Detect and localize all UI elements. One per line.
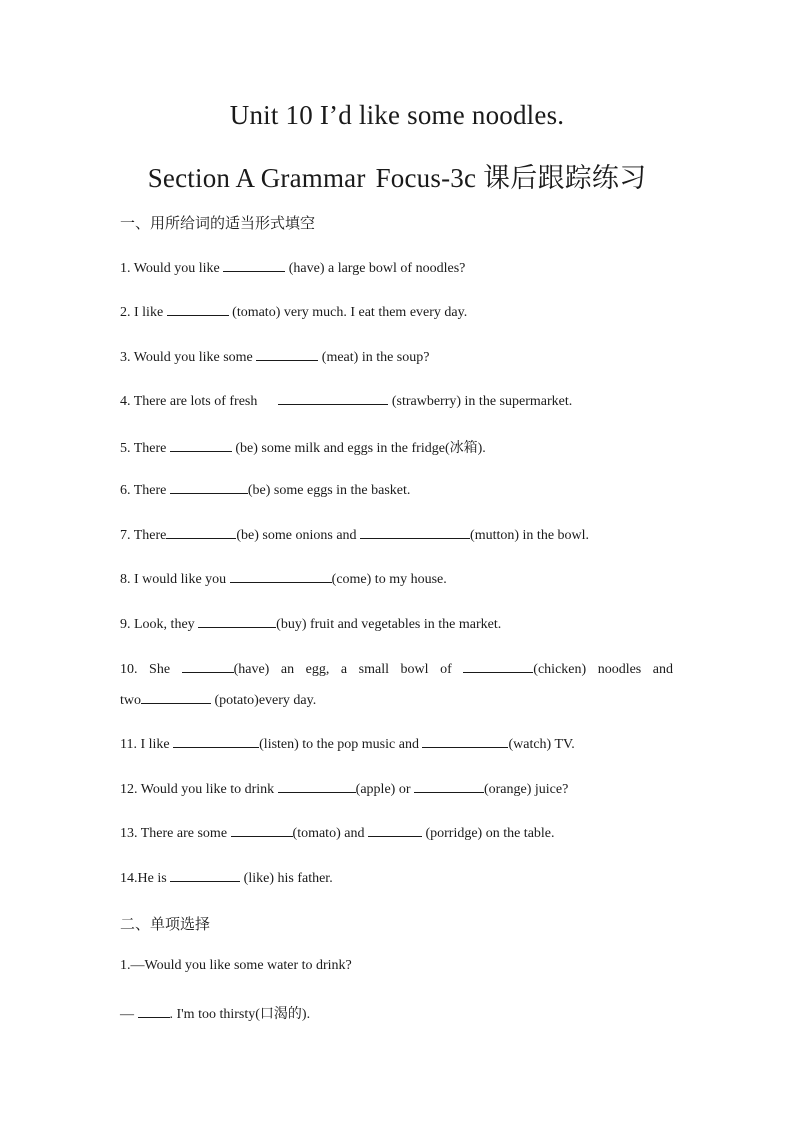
question-4-text-b: (strawberry) in the supermarket. [391, 394, 573, 409]
question-11 [120, 735, 575, 753]
question-10-line1 [120, 660, 673, 678]
question-3-text-b: (meat) in the soup? [321, 350, 430, 365]
question-7-text-a: 7. There [120, 528, 167, 543]
question-3 [120, 348, 429, 366]
question-4-text-a: 4. There are lots of fresh [120, 394, 258, 409]
question-8-text-a: 8. I would like you [120, 572, 227, 587]
question-2-text-b: (tomato) very much. I eat them every day. [232, 305, 468, 320]
section1-heading: 一、用所给词的适当形式填空 [120, 214, 316, 232]
answer-blank[interactable] [231, 824, 293, 837]
question-14 [120, 869, 333, 887]
question-9 [120, 615, 501, 633]
question-10-line2 [120, 691, 316, 709]
answer-blank[interactable] [223, 259, 285, 272]
answer-blank[interactable] [170, 439, 232, 452]
question-10-text-e: (potato)every day. [214, 693, 317, 708]
title-section-part2: Focus-3c 课后跟踪练习 [375, 163, 647, 193]
question-5 [120, 437, 486, 457]
answer-blank[interactable] [198, 615, 276, 628]
question-1 [120, 259, 465, 277]
question-12-text-a: 12. Would you like to drink [120, 782, 275, 797]
question-5-text-a: 5. There [120, 441, 167, 456]
answer-blank[interactable] [138, 1005, 170, 1018]
answer-blank[interactable] [167, 303, 229, 316]
question-11-text-c: (watch) TV. [508, 737, 575, 752]
question-5-gloss: 冰箱 [449, 440, 478, 456]
answer-blank[interactable] [414, 780, 484, 793]
question-11-text-a: 11. I like [120, 737, 170, 752]
question-1-text-a: 1. Would you like [120, 261, 220, 276]
question-11-text-b: (listen) to the pop music and [259, 737, 419, 752]
answer-blank[interactable] [360, 526, 470, 539]
mc-question-1: 1.—Would you like some water to drink? [120, 958, 352, 973]
mc-answer-1-gloss: 口渴的 [259, 1006, 302, 1022]
question-10-text-d: two [120, 693, 141, 708]
question-6-text-a: 6. There [120, 483, 167, 498]
mc-answer-1-text-b: . I'm too thirsty( [169, 1007, 260, 1022]
question-5-text-d: ). [477, 441, 486, 456]
question-6 [120, 481, 410, 499]
question-3-text-a: 3. Would you like some [120, 350, 253, 365]
question-12-text-b: (apple) or [355, 782, 411, 797]
question-2-text-a: 2. I like [120, 305, 164, 320]
question-13-text-c: (porridge) on the table. [425, 826, 555, 841]
title-unit: Unit 10 I’d like some noodles. [229, 100, 565, 130]
mc-answer-1 [120, 1003, 310, 1023]
answer-blank[interactable] [463, 660, 533, 673]
question-14-text-a: 14.He is [120, 871, 167, 886]
answer-blank[interactable] [170, 869, 240, 882]
title-section-part1: Section A Grammar [147, 163, 366, 193]
question-10-text-b: (have) an egg, a small bowl of [233, 662, 452, 677]
question-10-text-c: (chicken) noodles and [533, 662, 674, 677]
question-12 [120, 780, 568, 798]
question-8-text-b: (come) to my house. [331, 572, 447, 587]
question-8 [120, 570, 447, 588]
question-2 [120, 303, 467, 321]
answer-blank[interactable] [173, 735, 259, 748]
mc-answer-1-dash: — [120, 1007, 134, 1022]
question-12-text-c: (orange) juice? [483, 782, 569, 797]
question-10-text-a: 10. She [120, 662, 171, 677]
question-7-text-c: (mutton) in the bowl. [470, 528, 590, 543]
question-7-text-b: (be) some onions and [236, 528, 357, 543]
answer-blank[interactable] [278, 780, 356, 793]
question-13-text-a: 13. There are some [120, 826, 228, 841]
answer-blank[interactable] [166, 526, 236, 539]
answer-blank[interactable] [422, 735, 508, 748]
question-5-text-b: (be) some milk and eggs in the fridge( [235, 441, 450, 456]
question-9-text-b: (buy) fruit and vegetables in the market. [276, 617, 502, 632]
question-9-text-a: 9. Look, they [120, 617, 195, 632]
answer-blank[interactable] [368, 824, 422, 837]
question-6-text-b: (be) some eggs in the basket. [247, 483, 411, 498]
mc-answer-1-text-d: ). [301, 1007, 311, 1022]
answer-blank[interactable] [278, 392, 388, 405]
question-14-text-b: (like) his father. [243, 871, 333, 886]
answer-blank[interactable] [230, 570, 332, 583]
answer-blank[interactable] [256, 348, 318, 361]
question-4 [120, 392, 572, 410]
question-13 [120, 824, 555, 842]
answer-blank[interactable] [182, 660, 234, 673]
answer-blank[interactable] [141, 691, 211, 704]
question-1-text-b: (have) a large bowl of noodles? [288, 261, 466, 276]
question-13-text-b: (tomato) and [292, 826, 365, 841]
answer-blank[interactable] [170, 481, 248, 494]
question-7 [120, 526, 589, 544]
section2-heading: 二、单项选择 [120, 915, 211, 933]
title-section [0, 156, 794, 195]
